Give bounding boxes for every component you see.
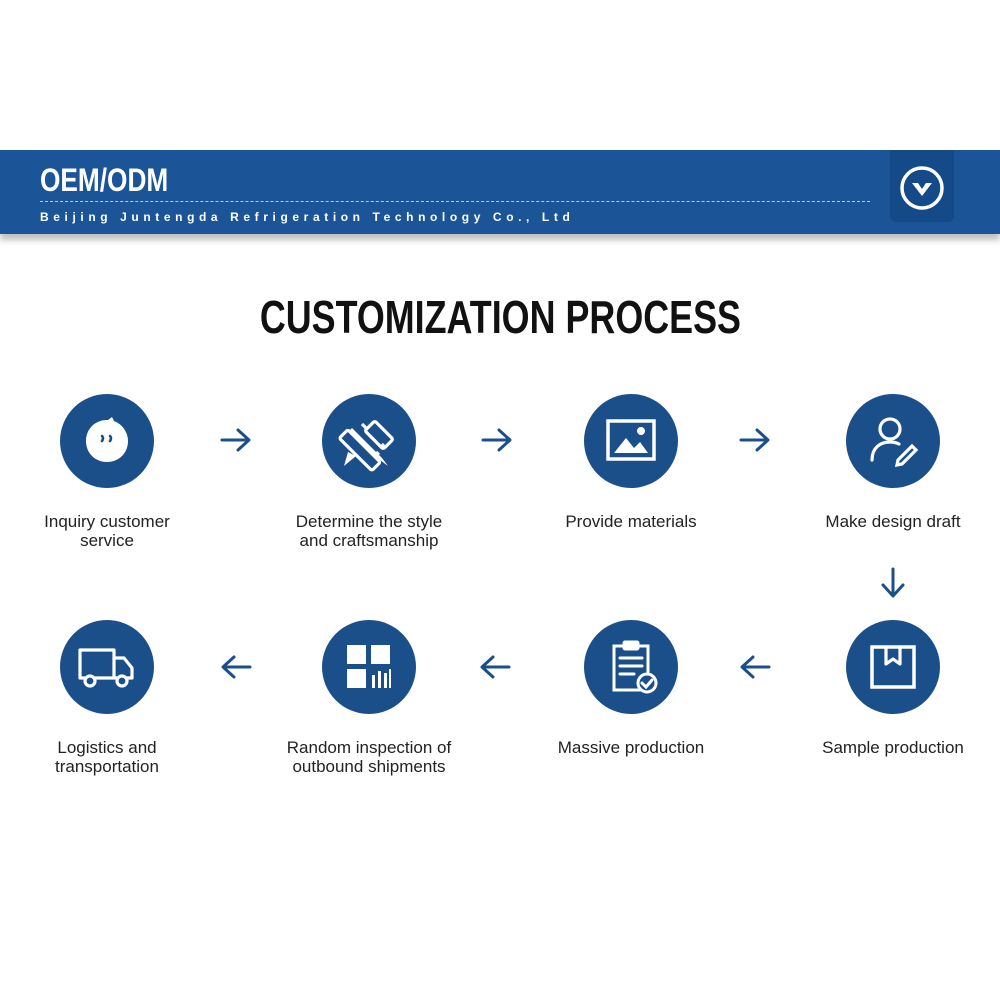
page-title: CUSTOMIZATION PROCESS	[259, 291, 741, 343]
step-inquiry	[7, 394, 207, 550]
banner-badge	[890, 150, 954, 222]
arrow-right-icon	[480, 426, 514, 454]
step-circle	[60, 620, 154, 714]
step-random-inspection	[269, 620, 469, 776]
step-design-draft	[793, 394, 993, 531]
step-logistics	[7, 620, 207, 776]
step-circle	[584, 620, 678, 714]
step-label: Determine the style and craftsmanship	[295, 512, 443, 550]
step-label: Sample production	[822, 738, 964, 757]
step-circle	[584, 394, 678, 488]
step-circle	[846, 394, 940, 488]
step-label: Provide materials	[565, 512, 697, 531]
step-circle	[322, 394, 416, 488]
step-massive-production	[531, 620, 731, 757]
arrow-left-icon	[219, 653, 253, 681]
clipboard-check-icon	[584, 620, 678, 714]
step-circle	[322, 620, 416, 714]
chevron-down-circle-icon	[898, 164, 946, 212]
step-label: Massive production	[557, 738, 705, 757]
chat-bubble-icon	[60, 394, 154, 488]
step-label: Logistics and transportation	[55, 738, 159, 776]
pencil-ruler-icon	[322, 394, 416, 488]
banner-divider	[40, 201, 870, 202]
box-icon	[846, 620, 940, 714]
arrow-right-icon	[738, 426, 772, 454]
step-label: Random inspection of outbound shipments	[286, 738, 452, 776]
step-determine-style	[269, 394, 469, 550]
step-label: Inquiry customer service	[44, 512, 170, 550]
step-provide-materials	[531, 394, 731, 531]
step-sample-production	[793, 620, 993, 757]
arrow-right-icon	[219, 426, 253, 454]
step-circle	[846, 620, 940, 714]
banner-subtitle: Beijing Juntengda Refrigeration Technology Co., Ltd	[40, 210, 575, 224]
image-icon	[584, 394, 678, 488]
grid-chart-icon	[322, 620, 416, 714]
step-circle	[60, 394, 154, 488]
truck-icon	[60, 620, 154, 714]
step-label: Make design draft	[825, 512, 961, 531]
arrow-left-icon	[478, 653, 512, 681]
banner-title: OEM/ODM	[40, 162, 169, 198]
user-edit-icon	[846, 394, 940, 488]
arrow-down-icon	[878, 566, 908, 600]
arrow-left-icon	[738, 653, 772, 681]
header-banner	[0, 150, 1000, 234]
